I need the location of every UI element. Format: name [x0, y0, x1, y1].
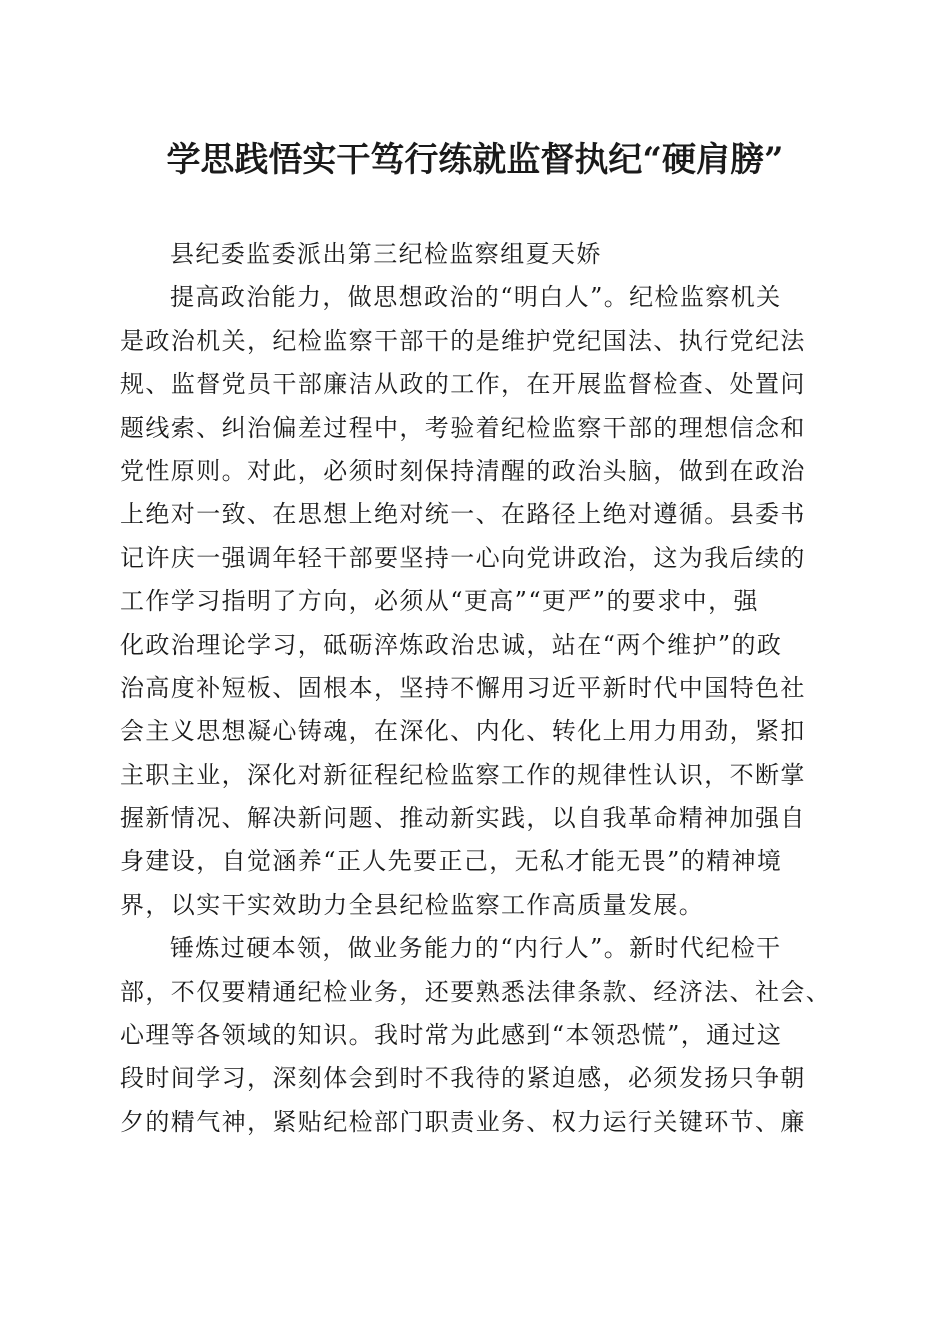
paragraph-line: 握新情况、解决新问题、推动新实践，以自我革命精神加强自	[120, 804, 806, 833]
paragraph-line: 部，不仅要精通纪检业务，还要熟悉法律条款、经济法、社会、	[120, 977, 832, 1006]
paragraph-line: 是政治机关，纪检监察干部干的是维护党纪国法、执行党纪法	[120, 326, 806, 355]
paragraph-line: 题线索、纠治偏差过程中，考验着纪检监察干部的理想信念和	[120, 413, 806, 442]
paragraph-line: 会主义思想凝心铸魂，在深化、内化、转化上用力用劲，紧扣	[120, 717, 806, 746]
paragraph-line: 夕的精气神，紧贴纪检部门职责业务、权力运行关键环节、廉	[120, 1107, 806, 1136]
paragraph-line: 工作学习指明了方向，必须从“更高”“更严”的要求中，强	[120, 587, 759, 616]
paragraph-line: 化政治理论学习，砥砺淬炼政治忠诚，站在“两个维护”的政	[120, 630, 783, 659]
paragraph-line: 界，以实干实效助力全县纪检监察工作高质量发展。	[120, 890, 705, 919]
paragraph-2	[120, 927, 832, 1144]
author-line: 县纪委监委派出第三纪检监察组夏天娇	[170, 240, 602, 268]
paragraph-line: 段时间学习，深刻体会到时不我待的紧迫感，必须发扬只争朝	[120, 1064, 806, 1093]
paragraph-line: 记许庆一强调年轻干部要坚持一心向党讲政治，这为我后续的	[120, 543, 806, 572]
paragraph-line: 治高度补短板、固根本，坚持不懈用习近平新时代中国特色社	[120, 673, 806, 702]
paragraph-line: 党性原则。对此，必须时刻保持清醒的政治头脑，做到在政治	[120, 456, 806, 485]
paragraph-line: 规、监督党员干部廉洁从政的工作，在开展监督检查、处置问	[120, 370, 806, 399]
document-body	[120, 233, 832, 1144]
paragraph-line: 心理等各领域的知识。我时常为此感到“本领恐慌”，通过这	[120, 1021, 783, 1050]
document-title: 学思践悟实干笃行练就监督执纪“硬肩膀”	[166, 140, 784, 180]
paragraph-line: 锤炼过硬本领，做业务能力的“内行人”。新时代纪检干	[170, 934, 782, 963]
paragraph-line: 上绝对一致、在思想上绝对统一、在路径上绝对遵循。县委书	[120, 500, 806, 529]
paragraph-1	[120, 276, 826, 927]
paragraph-line: 身建设，自觉涵养“正人先要正己，无私才能无畏”的精神境	[120, 847, 783, 876]
paragraph-line: 提高政治能力，做思想政治的“明白人”。纪检监察机关	[170, 283, 782, 312]
paragraph-line: 主职主业，深化对新征程纪检监察工作的规律性认识，不断掌	[120, 760, 806, 789]
